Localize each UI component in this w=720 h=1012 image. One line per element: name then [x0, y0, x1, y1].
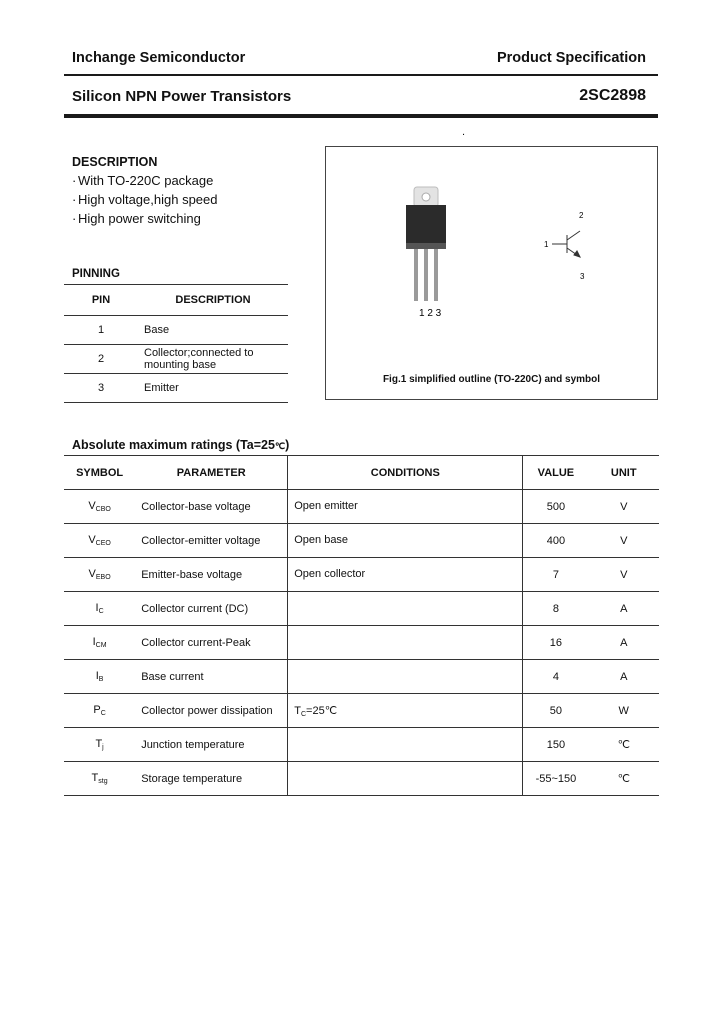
table-row [64, 660, 659, 694]
parameter-cell: Collector-base voltage [135, 490, 288, 524]
value-cell: -55~150 [523, 762, 589, 796]
unit-cell: ℃ [589, 762, 660, 796]
unit-cell: W [589, 694, 660, 728]
pin-number: 1 [64, 316, 138, 345]
parameter-cell: Base current [135, 660, 288, 694]
symbol-cell: $T_j$ [64, 728, 135, 762]
company-name: Inchange Semiconductor [72, 50, 246, 66]
symbol-pin-1: 1 [544, 240, 549, 249]
unit-header: UNIT [589, 456, 660, 490]
parameter-cell: Junction temperature [135, 728, 288, 762]
table-row [64, 728, 659, 762]
figure-dot: . [462, 126, 466, 138]
symbol-cell: $T_{stg}$ [64, 762, 135, 796]
description-item: · With TO-220C package [72, 173, 214, 188]
conditions-cell: Open collector [288, 558, 523, 592]
symbol-pin-3: 3 [580, 272, 585, 281]
symbol-header: SYMBOL [64, 456, 135, 490]
table-row [64, 694, 659, 728]
figure-box [325, 146, 658, 400]
doc-type: Product Specification [496, 50, 646, 66]
table-row [64, 374, 288, 403]
to220c-package-image [406, 187, 446, 301]
conditions-cell: Open base [288, 524, 523, 558]
conditions-cell [288, 626, 523, 660]
parameter-cell: Collector power dissipation [135, 694, 288, 728]
symbol-cell: $V_{CEO}$ [64, 524, 135, 558]
value-header: VALUE [523, 456, 589, 490]
unit-cell: A [589, 592, 660, 626]
pin-description: Base [138, 316, 288, 345]
table-row [64, 626, 659, 660]
unit-cell: ℃ [589, 728, 660, 762]
conditions-cell [288, 762, 523, 796]
header-rule-top [64, 74, 658, 76]
symbol-pin-2: 2 [579, 211, 584, 220]
symbol-cell: $V_{EBO}$ [64, 558, 135, 592]
conditions-cell: Open emitter [288, 490, 523, 524]
conditions-cell [288, 660, 523, 694]
pinning-table [64, 284, 288, 403]
pin-header: PIN [64, 285, 138, 316]
symbol-cell: $V_{CBO}$ [64, 490, 135, 524]
parameter-cell: Collector current-Peak [135, 626, 288, 660]
conditions-cell [288, 728, 523, 762]
parameter-cell: Storage temperature [135, 762, 288, 796]
pin-description: Emitter [138, 374, 288, 403]
unit-cell: V [589, 490, 660, 524]
header-rule-bottom [64, 114, 658, 118]
table-row [64, 762, 659, 796]
pinning-title: PINNING [72, 268, 120, 280]
value-cell: 500 [523, 490, 589, 524]
symbol-cell: $I_C$ [64, 592, 135, 626]
pin-description-header: DESCRIPTION [138, 285, 288, 316]
value-cell: 7 [523, 558, 589, 592]
table-row [64, 316, 288, 345]
table-row [64, 345, 288, 374]
figure-pin-labels: 1 2 3 [419, 308, 442, 319]
value-cell: 400 [523, 524, 589, 558]
parameter-cell: Collector-emitter voltage [135, 524, 288, 558]
product-line: Silicon NPN Power Transistors [72, 88, 292, 105]
parameter-cell: Collector current (DC) [135, 592, 288, 626]
description-item: · High voltage,high speed [72, 192, 218, 207]
table-row [64, 592, 659, 626]
symbol-cell: $I_B$ [64, 660, 135, 694]
value-cell: 16 [523, 626, 589, 660]
conditions-header: CONDITIONS [288, 456, 523, 490]
parameter-cell: Emitter-base voltage [135, 558, 288, 592]
part-number: 2SC2898 [579, 87, 646, 104]
value-cell: 50 [523, 694, 589, 728]
description-list [72, 171, 218, 228]
pin-description: Collector;connected to mounting base [138, 345, 288, 374]
description-title: DESCRIPTION [72, 155, 158, 169]
conditions-cell [288, 592, 523, 626]
figure-graphics [326, 147, 657, 399]
symbol-cell: $P_C$ [64, 694, 135, 728]
ratings-table [64, 455, 659, 796]
description-item: · High power switching [72, 211, 201, 226]
figure-caption: Fig.1 simplified outline (TO-220C) and symbol [382, 374, 601, 385]
value-cell: 8 [523, 592, 589, 626]
unit-cell: V [589, 558, 660, 592]
symbol-cell: $I_{CM}$ [64, 626, 135, 660]
value-cell: 150 [523, 728, 589, 762]
table-row [64, 524, 659, 558]
unit-cell: A [589, 626, 660, 660]
value-cell: 4 [523, 660, 589, 694]
parameter-header: PARAMETER [135, 456, 288, 490]
ratings-title: Absolute maximum ratings (Ta=25℃) [72, 438, 290, 452]
unit-cell: V [589, 524, 660, 558]
unit-cell: A [589, 660, 660, 694]
pin-number: 3 [64, 374, 138, 403]
npn-transistor-symbol-icon [552, 231, 580, 257]
pin-number: 2 [64, 345, 138, 374]
conditions-cell: $T_C=25℃$ [288, 694, 523, 728]
table-row [64, 490, 659, 524]
table-row [64, 558, 659, 592]
